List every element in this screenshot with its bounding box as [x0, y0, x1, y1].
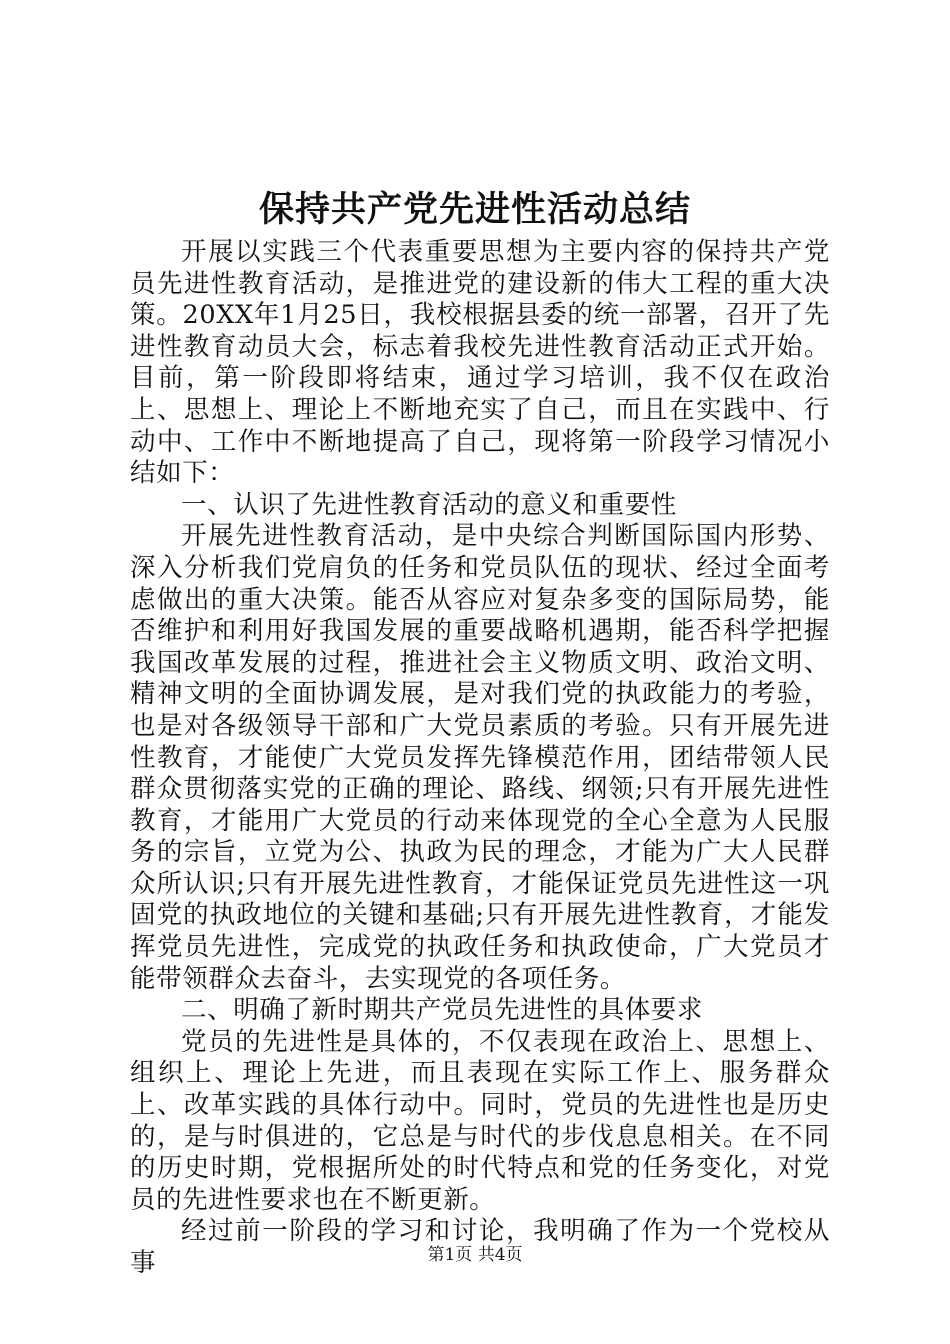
- document-body: [130, 237, 830, 1280]
- paragraph-intro: 开展以实践三个代表重要思想为主要内容的保持共产党员先进性教育活动，是推进党的建设新的伟大工程的重大决策。20XX年1月25日，我校根据县委的统一部署，召开了先进性教育动员大会，标志着我校先进性教育活动正式开始。目前，第一阶段即将结束，通过学习培训，我不仅在政治上、思想上、理论上不断地充实了自己，而且在实践中、行动中、工作中不断地提高了自己，现将第一阶段学习情况小结如下：: [130, 237, 830, 489]
- page-footer: 第1页 共4页: [427, 1245, 523, 1265]
- paragraph-section-1: 开展先进性教育活动，是中央综合判断国际国内形势、深入分析我们党肩负的任务和党员队伍的现状、经过全面考虑做出的重大决策。能否从容应对复杂多变的国际局势，能否维护和利用好我国发展的重要战略机遇期，能否科学把握我国改革发展的过程，推进社会主义物质文明、政治文明、精神文明的全面协调发展，是对我们党的执政能力的考验，也是对各级领导干部和广大党员素质的考验。只有开展先进性教育，才能使广大党员发挥先锋模范作用，团结带领人民群众贯彻落实党的正确的理论、路线、纲领;只有开展先进性教育，才能用广大党员的行动来体现党的全心全意为人民服务的宗旨，立党为公、执政为民的理念，才能为广大人民群众所认识;只有开展先进性教育，才能保证党员先进性这一巩固党的执政地位的关键和基础;只有开展先进性教育，才能发挥党员先进性，完成党的执政任务和执政使命，广大党员才能带领群众去奋斗，去实现党的各项任务。: [130, 521, 830, 994]
- paragraph-section-2: 党员的先进性是具体的，不仅表现在政治上、思想上、组织上、理论上先进，而且表现在实际工作上、服务群众上、改革实践的具体行动中。同时，党员的先进性也是历史的，是与时俱进的，它总是与时代的步伐息息相关。在不同的历史时期，党根据所处的时代特点和党的任务变化，对党员的先进性要求也在不断更新。: [130, 1026, 830, 1215]
- section-heading-2: 二、明确了新时期共产党员先进性的具体要求: [181, 995, 704, 1026]
- section-heading-1: 一、认识了先进性教育活动的意义和重要性: [181, 489, 677, 520]
- document-title: 保持共产党先进性活动总结: [258, 189, 691, 230]
- paragraph-section-2-continued: 经过前一阶段的学习和讨论，我明确了作为一个党校从事: [130, 1216, 830, 1278]
